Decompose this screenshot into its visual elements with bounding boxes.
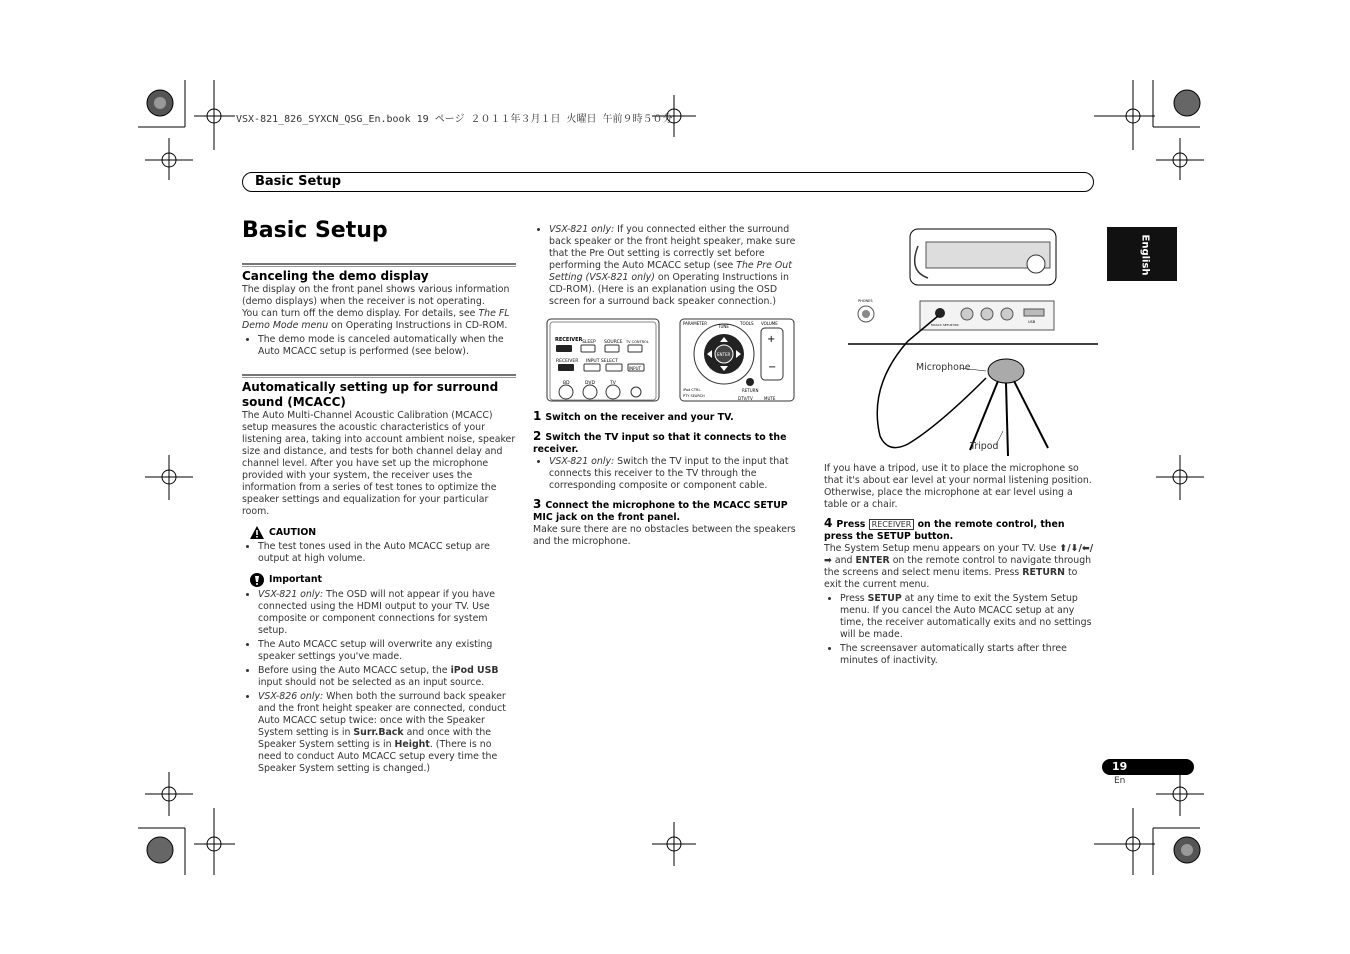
- remote-input-select-left-button[interactable]: [584, 364, 600, 371]
- remote-input-select-label: INPUT SELECT: [586, 359, 618, 364]
- remote-tvcontrol-label: TV CONTROL: [626, 340, 649, 344]
- list-item: • The test tones used in the Auto MCACC setup are output at high volume.: [258, 541, 516, 565]
- plus-icon: +: [767, 334, 776, 345]
- heading-rule-demo: [242, 263, 516, 267]
- step-4-text: The System Setup menu appears on your TV. Use ⬆/⬇/⬅/➡ and ENTER on the remote control to navigate through the screens and select menu items. Press RETURN to exit the current menu.: [824, 543, 1094, 590]
- section-bar: [242, 172, 1094, 192]
- warning-icon: [250, 526, 264, 539]
- language-tab: [1107, 227, 1177, 281]
- remote-pty-search-label: PTY SEARCH: [683, 394, 705, 398]
- language-tab-label: English: [1139, 234, 1151, 276]
- tripod-leg: [970, 381, 998, 450]
- remote-control-illustration: [546, 318, 796, 402]
- column-2-steps: [533, 404, 805, 548]
- remote-return-label: RETURN: [742, 388, 759, 393]
- important-bullets: [242, 589, 516, 775]
- finger-icon: [1027, 255, 1045, 273]
- receiver-key: RECEIVER: [869, 519, 915, 530]
- preout-bullets: [533, 224, 805, 308]
- usb-label: USB: [1028, 320, 1036, 324]
- demo-heading: Canceling the demo display: [242, 269, 429, 283]
- mcacc-mic-label: MCACC SETUP MIC: [931, 323, 959, 327]
- book-header-line: VSX-821_826_SYXCN_QSG_En.book 19 ページ ２０１１年３月１日 火曜日 午前９時５０分: [236, 114, 673, 125]
- remote-return-button[interactable]: [746, 378, 754, 386]
- list-item: • VSX-826 only: When both the surround back speaker and the front height speaker are connected, conduct Auto MCACC setup twice: once with the Speaker System setting is in Surr.Back and once with the Speaker System setting is in Height. (There is no need to conduct Auto MCACC setup every time the Speaker System setting is changed.): [258, 691, 516, 775]
- remote-source-label: SOURCE: [604, 340, 623, 345]
- list-item: • VSX-821 only: The OSD will not appear if you have connected using the HDMI output to your TV. Use composite or component connections for system setup.: [258, 589, 516, 637]
- column-3: [824, 463, 1096, 669]
- remote-dvd-button[interactable]: [583, 385, 597, 399]
- step-4-bullets: [824, 593, 1096, 667]
- remote-tvcontrol-button[interactable]: [628, 345, 642, 352]
- step-4: 4 Press RECEIVER on the remote control, then press the SETUP button.: [824, 516, 1065, 542]
- important-label: Important: [250, 573, 516, 587]
- step-1: 1 Switch on the receiver and your TV.: [533, 409, 734, 423]
- arrow-keys-icon: ⬆/⬇/⬅/➡: [824, 543, 1094, 566]
- remote-tv-button[interactable]: [606, 385, 620, 399]
- list-item: • The screensaver automatically starts after three minutes of inactivity.: [840, 643, 1096, 667]
- remote-receiver2-label: RECEIVER: [556, 359, 579, 364]
- microphone-label: Microphone: [916, 362, 971, 373]
- remote-receiver-label: RECEIVER: [555, 337, 583, 343]
- page-title: Basic Setup: [242, 218, 388, 243]
- usb-port: [1024, 309, 1044, 316]
- remote-sleep-button[interactable]: [581, 345, 595, 352]
- tripod-leg: [1014, 381, 1048, 448]
- remote-tools-label: TOOLS: [740, 321, 754, 326]
- demo-p1: The display on the front panel shows various information (demo displays) when the receiver is not operating.: [242, 284, 510, 307]
- demo-p2: You can turn off the demo display. For details, see The FL Demo Mode menu on Operating Instructions in CD-ROM.: [242, 308, 510, 331]
- important-icon: [250, 573, 264, 587]
- remote-enter-label: ENTER: [717, 352, 731, 357]
- tripod-leg: [1006, 383, 1008, 456]
- remote-parameter-label: PARAMETER: [683, 321, 707, 326]
- page-number-pill: [1102, 759, 1194, 775]
- step-2-bullets: [533, 456, 805, 492]
- remote-dvd-label: DVD: [585, 381, 595, 386]
- step-3: 3 Connect the microphone to the MCACC SETUP MIC jack on the front panel.: [533, 497, 788, 523]
- remote-bd-label: BD: [563, 381, 570, 386]
- remote-volume-label: VOLUME: [761, 321, 778, 326]
- list-item: • Before using the Auto MCACC setup, the iPod USB input should not be selected as an input source.: [258, 665, 516, 689]
- heading-rule-mcacc: [242, 374, 516, 378]
- remote-ipod-ctrl-label: iPod CTRL: [683, 388, 701, 392]
- caution-label: CAUTION: [250, 526, 516, 539]
- remote-sleep-label: SLEEP: [582, 340, 596, 345]
- remote-source-button[interactable]: [605, 345, 619, 352]
- column-2: [533, 224, 805, 310]
- caution-bullets: [242, 541, 516, 565]
- minus-icon: −: [768, 362, 777, 373]
- remote-mute-label: MUTE: [764, 396, 776, 401]
- tripod-paragraph: If you have a tripod, use it to place the microphone so that it's about ear level at your normal listening position. Otherwise, place the microphone at ear level using a table or a chair.: [824, 463, 1092, 510]
- microphone-cable: [877, 316, 986, 448]
- tripod-label: Tripod: [970, 441, 999, 452]
- remote-input-select-right-button[interactable]: [606, 364, 622, 371]
- step-3-text: Make sure there are no obstacles between the speakers and the microphone.: [533, 524, 796, 547]
- list-item: • The demo mode is canceled automatically when the Auto MCACC setup is performed (see below).: [258, 334, 516, 358]
- remote-receiver-button[interactable]: [556, 345, 572, 352]
- microphone: [988, 359, 1024, 383]
- column-1-mcacc: [242, 380, 516, 777]
- section-bar-label: Basic Setup: [255, 174, 342, 189]
- remote-dtvtv-label: DTV/TV: [738, 396, 753, 401]
- list-item: • The Auto MCACC setup will overwrite any existing speaker settings you've made.: [258, 639, 516, 663]
- page-language: En: [1114, 776, 1126, 786]
- remote-tune-label: TUNE: [718, 324, 729, 329]
- microphone-setup-illustration: [848, 226, 1098, 458]
- list-item: • VSX-821 only: If you connected either the surround back speaker or the front height speaker, make sure that the Pre Out setting is correctly set before performing the Auto MCACC setup (see The Pre Out Setting (VSX-821 only) on Operating Instructions in CD-ROM). (Here is an explanation using the OSD screen for a surround back speaker connection.): [549, 224, 805, 308]
- page-number: 19: [1112, 760, 1128, 773]
- column-1: [242, 269, 516, 360]
- mcacc-p1: The Auto Multi-Channel Acoustic Calibration (MCACC) setup measures the acoustic characteristics of your listening area, taking into account ambient noise, speaker size and distance, and tests for both channel delay and channel level. After you have set up the microphone provided with your system, the receiver uses the information from a series of test tones to optimize the speaker settings and equalization for your particular room.: [242, 410, 516, 517]
- list-item: • Press SETUP at any time to exit the System Setup menu. If you cancel the Auto MCACC setup at any time, the receiver automatically exits and no settings will be made.: [840, 593, 1096, 641]
- remote-tv-label: TV: [610, 381, 616, 386]
- mcacc-heading: Automatically setting up for surround sound (MCACC): [242, 380, 499, 409]
- remote-receiver2-button[interactable]: [558, 364, 574, 371]
- phones-label: PHONES: [858, 299, 873, 303]
- remote-input-label: INPUT: [629, 366, 641, 371]
- step-2: 2 Switch the TV input so that it connects to the receiver.: [533, 429, 787, 455]
- remote-bd-button[interactable]: [559, 385, 573, 399]
- list-item: • VSX-821 only: Switch the TV input to the input that connects this receiver to the TV through the corresponding composite or component cable.: [549, 456, 805, 492]
- demo-bullets: [242, 334, 516, 358]
- remote-info-button[interactable]: [631, 387, 641, 397]
